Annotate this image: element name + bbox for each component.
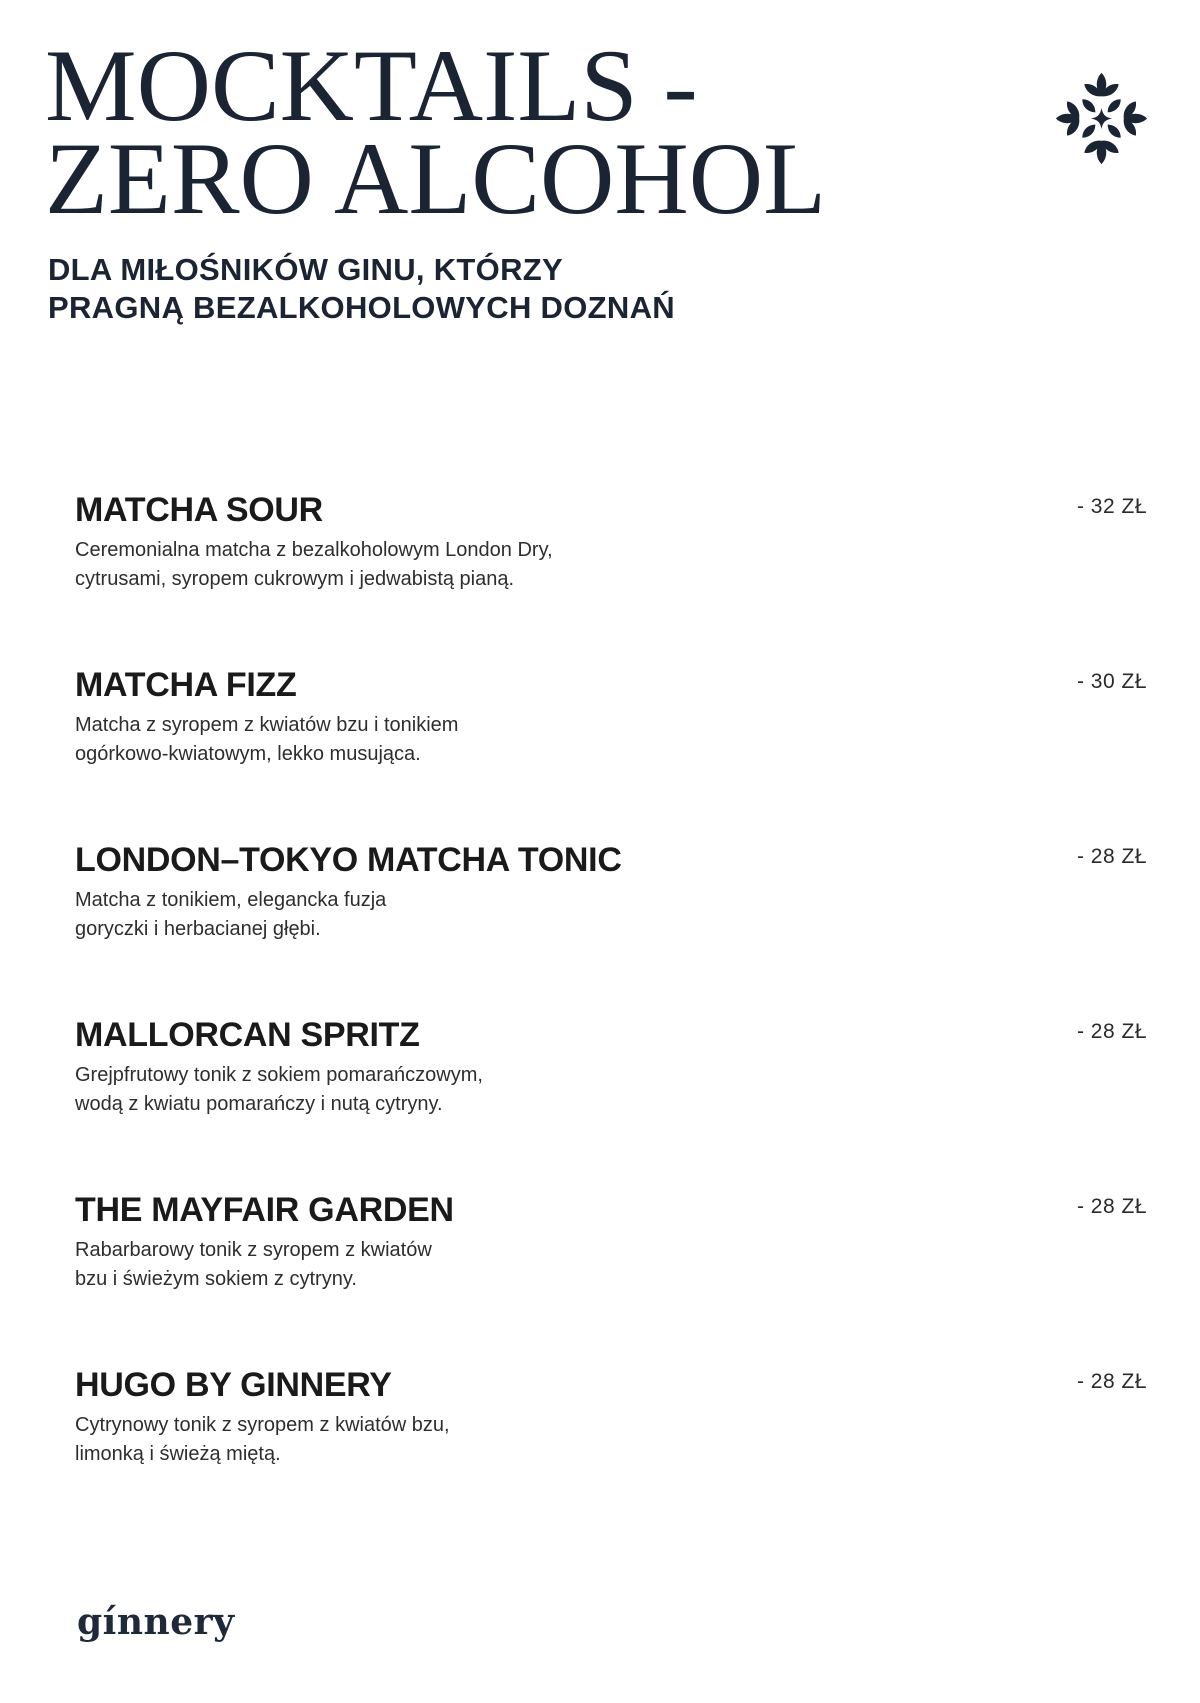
item-description-line-1: Matcha z syropem z kwiatów bzu i tonikiem — [75, 714, 459, 736]
item-price: - 28 ZŁ — [1076, 1370, 1147, 1393]
page-subtitle-line-2: PRAGNĄ BEZALKOHOLOWYCH DOZNAŃ — [48, 289, 675, 325]
item-name: HUGO BY GINNERY — [75, 1366, 392, 1404]
item-description-line-1: Ceremonialna matcha z bezalkoholowym London Dry, — [75, 539, 553, 561]
item-name: MATCHA SOUR — [75, 491, 323, 529]
item-description — [75, 711, 1147, 769]
item-description-line-1: Cytrynowy tonik z syropem z kwiatów bzu, — [75, 1414, 450, 1436]
item-description-line-2: cytrusami, syropem cukrowym i jedwabistą pianą. — [75, 568, 515, 590]
item-price: - 32 ZŁ — [1076, 495, 1147, 518]
item-description — [75, 1411, 1147, 1469]
menu-item-the-mayfair-garden — [75, 1192, 1147, 1294]
item-name: LONDON–TOKYO MATCHA TONIC — [75, 841, 622, 879]
item-description-line-2: wodą z kwiatu pomarańczy i nutą cytryny. — [75, 1093, 443, 1115]
item-name: THE MAYFAIR GARDEN — [75, 1191, 454, 1229]
item-price: - 28 ZŁ — [1076, 1195, 1147, 1218]
item-price: - 28 ZŁ — [1076, 845, 1147, 868]
menu-item-mallorcan-spritz — [75, 1017, 1147, 1119]
item-description — [75, 1061, 1147, 1119]
item-name: MALLORCAN SPRITZ — [75, 1016, 420, 1054]
item-description-line-2: ogórkowo-kwiatowym, lekko musująca. — [75, 743, 421, 765]
item-description — [75, 536, 1147, 594]
item-description-line-2: goryczki i herbacianej głębi. — [75, 918, 321, 940]
menu-item-london-tokyo-matcha-tonic — [75, 842, 1147, 944]
menu-list — [75, 492, 1147, 1542]
item-description-line-1: Grejpfrutowy tonik z sokiem pomarańczowym, — [75, 1064, 483, 1086]
page-title-line-2: ZERO ALCOHOL — [45, 121, 827, 236]
page-subtitle-line-1: DLA MIŁOŚNIKÓW GINU, KTÓRZY — [48, 252, 563, 288]
floral-snowflake-emblem-icon — [1053, 70, 1150, 167]
menu-item-matcha-sour — [75, 492, 1147, 594]
menu-item-matcha-fizz — [75, 667, 1147, 769]
item-description-line-2: limonką i świeżą miętą. — [75, 1443, 281, 1465]
item-description — [75, 886, 1147, 944]
item-price: - 28 ZŁ — [1076, 1020, 1147, 1043]
item-name: MATCHA FIZZ — [75, 666, 297, 704]
item-description-line-1: Rabarbarowy tonik z syropem z kwiatów — [75, 1239, 432, 1261]
item-price: - 30 ZŁ — [1076, 670, 1147, 693]
page-subtitle — [48, 251, 826, 325]
item-description-line-2: bzu i świeżym sokiem z cytryny. — [75, 1268, 357, 1290]
ginnery-brand-logo: gínnery — [77, 1601, 235, 1643]
item-description — [75, 1236, 1147, 1294]
menu-item-hugo-by-ginnery — [75, 1367, 1147, 1469]
item-description-line-1: Matcha z tonikiem, elegancka fuzja — [75, 889, 387, 911]
page-title — [45, 29, 827, 236]
page-header — [45, 29, 827, 326]
page-title-line-1: MOCKTAILS - — [45, 29, 698, 143]
